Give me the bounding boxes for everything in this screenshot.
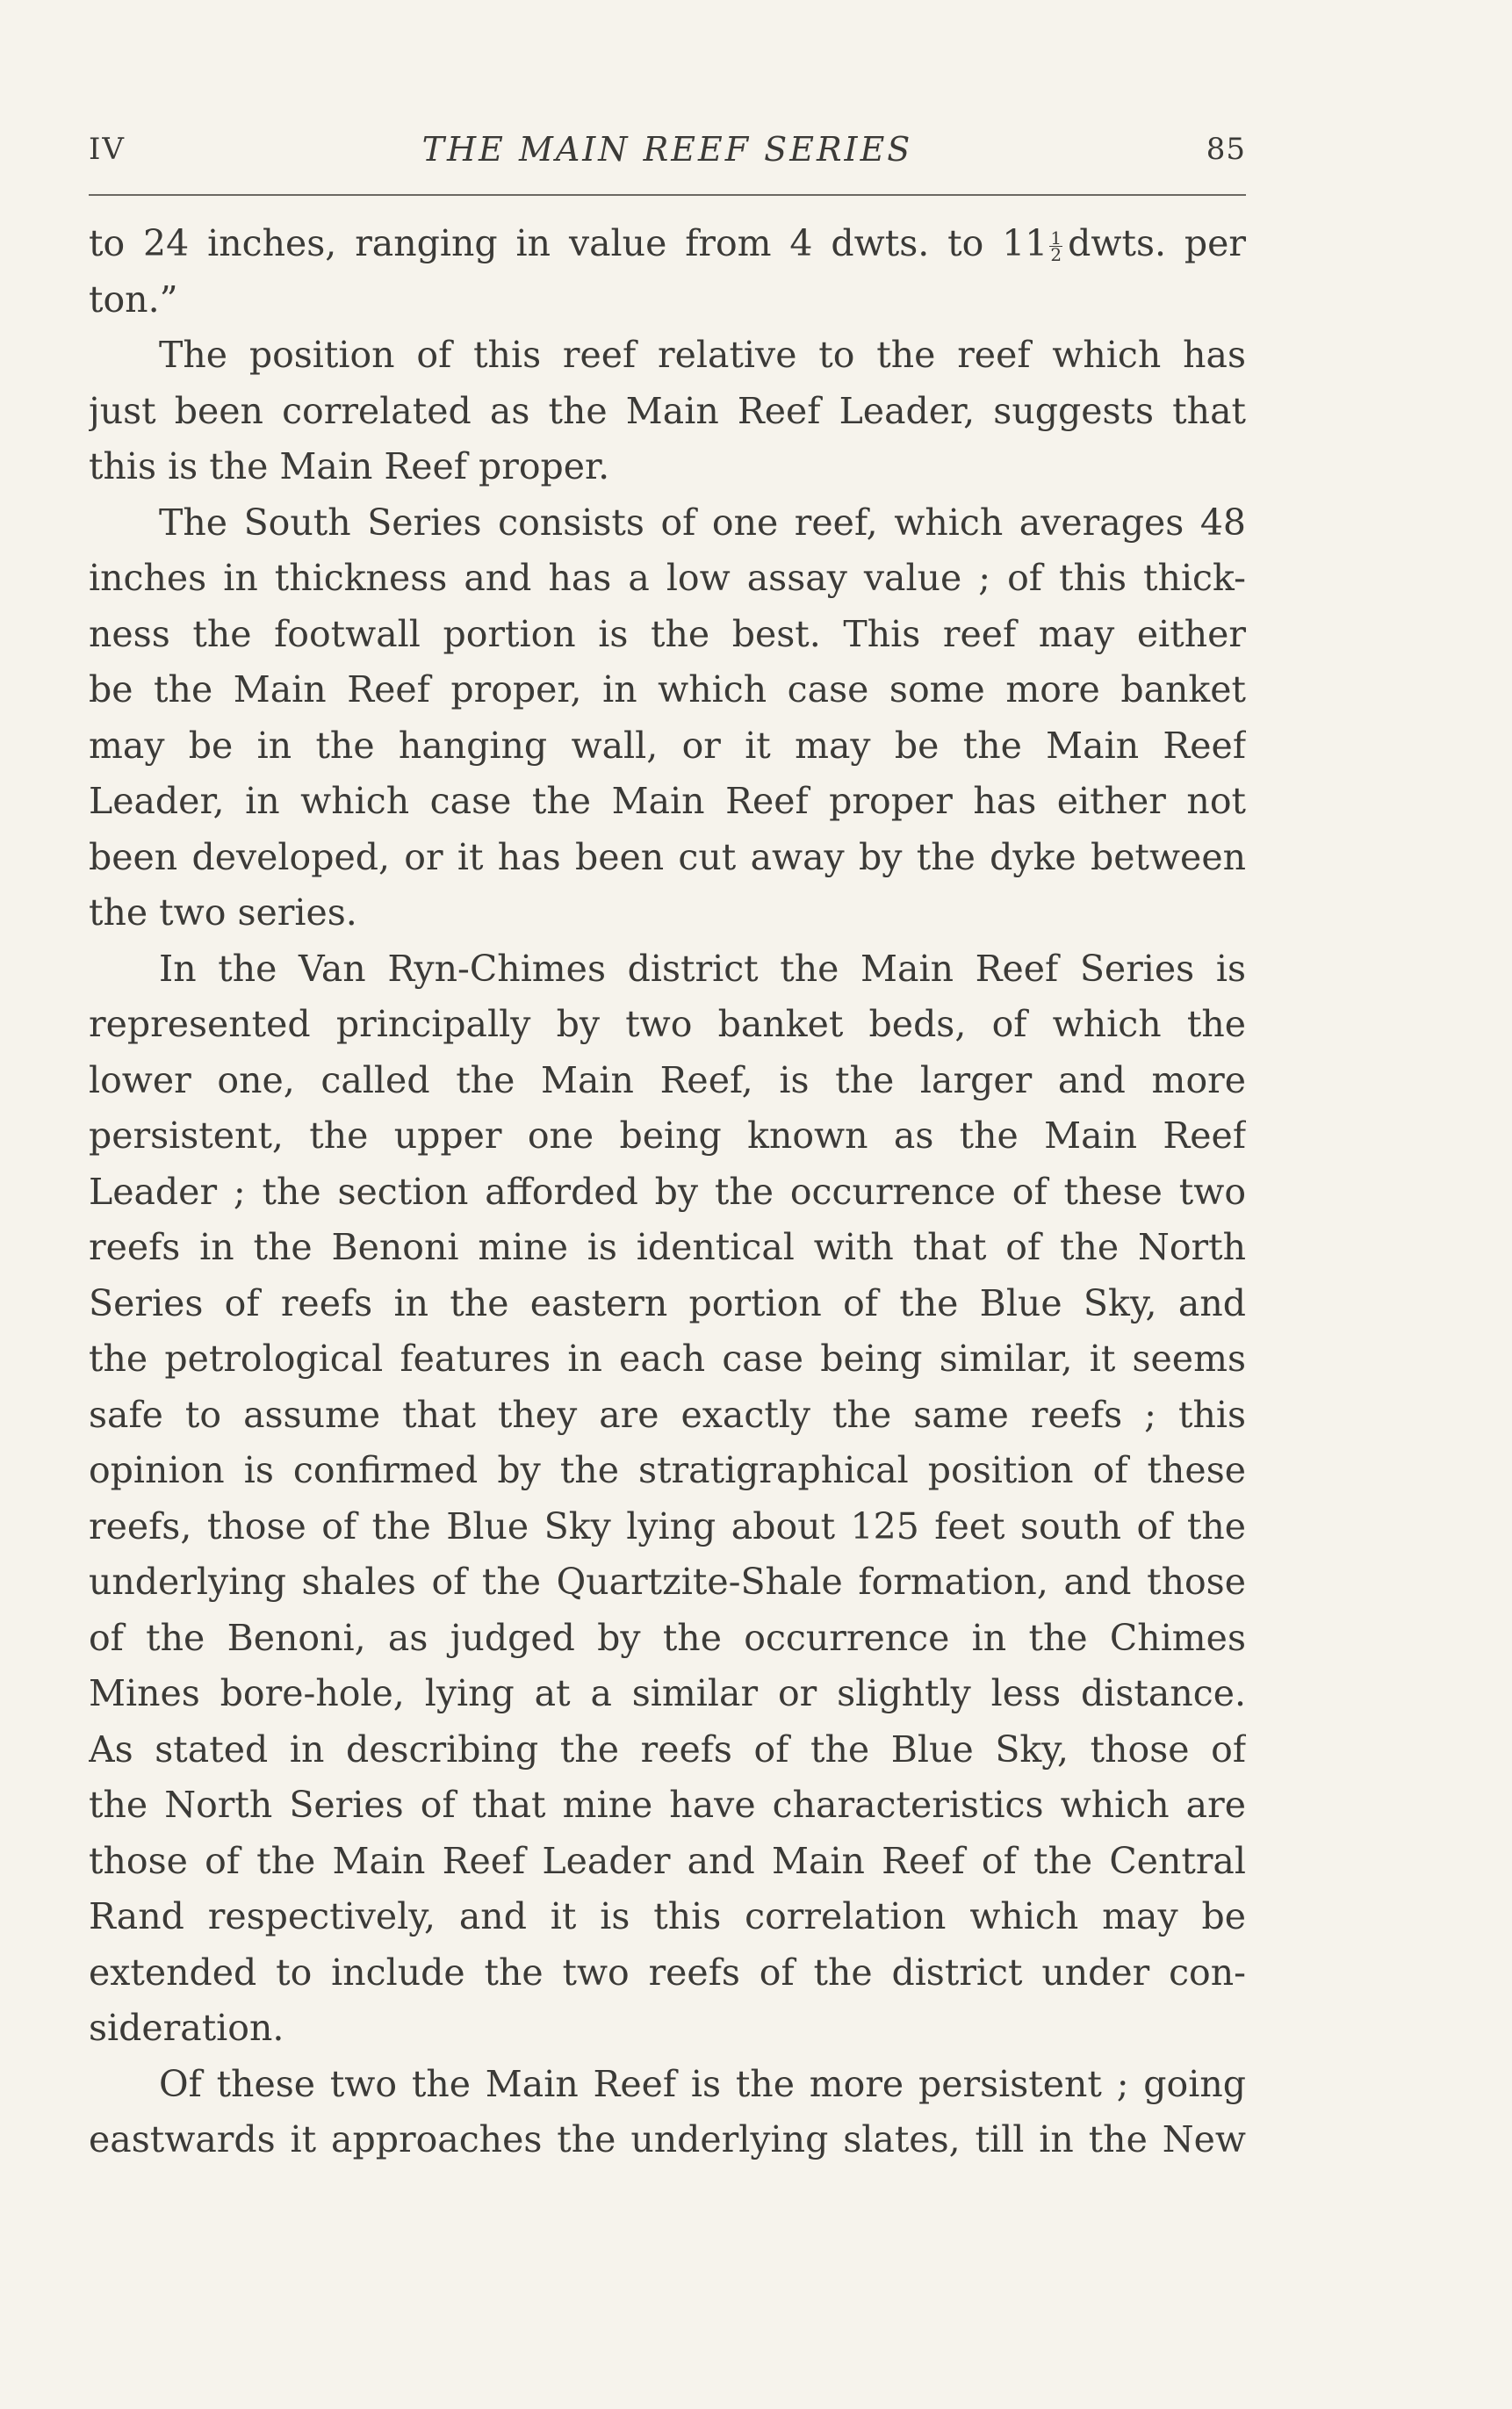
fraction-one-half xyxy=(1049,227,1062,265)
text-line: opinion is confirmed by the stratigraphical position of these xyxy=(89,1449,1246,1491)
text-line: ness the footwall portion is the best. This reef may either xyxy=(89,612,1246,655)
text-line: ton.” xyxy=(89,278,178,321)
text-line: just been correlated as the Main Reef Leader, suggests that xyxy=(89,389,1246,432)
text-line: underlying shales of the Quartzite-Shale formation, and those xyxy=(89,1561,1246,1603)
text-segment: to 24 inches, ranging in value from 4 dwts. to 11 xyxy=(89,222,1048,264)
chapter-number: IV xyxy=(89,132,126,167)
text-line: reefs in the Benoni mine is identical with that of the North xyxy=(89,1226,1246,1268)
text-line: Series of reefs in the eastern portion of the Blue Sky, and xyxy=(89,1281,1246,1324)
text-line: be the Main Reef proper, in which case some more banket xyxy=(89,668,1246,710)
text-line: may be in the hanging wall, or it may be the Main Reef xyxy=(89,724,1246,767)
text-line: persistent, the upper one being known as the Main Reef xyxy=(89,1114,1246,1157)
text-line: represented principally by two banket beds, of which the xyxy=(89,1003,1246,1045)
text-line: Rand respectively, and it is this correlation which may be xyxy=(89,1895,1246,1937)
text-line: lower one, called the Main Reef, is the larger and more xyxy=(89,1058,1246,1101)
page-number: 85 xyxy=(1206,132,1246,167)
body-text xyxy=(89,216,1246,2168)
text-line: sideration. xyxy=(89,2007,284,2049)
running-head xyxy=(89,123,1246,176)
text-line: Leader, in which case the Main Reef proper has either not xyxy=(89,780,1246,822)
text-line: the two series. xyxy=(89,891,357,934)
text-line: those of the Main Reef Leader and Main Reef of the Central xyxy=(89,1839,1246,1882)
paragraph-start-line: Of these two the Main Reef is the more persistent ; going xyxy=(159,2062,1246,2105)
text-line: the petrological features in each case being similar, it seems xyxy=(89,1338,1246,1380)
text-line: safe to assume that they are exactly the same reefs ; this xyxy=(89,1393,1246,1436)
text-line: of the Benoni, as judged by the occurrence in the Chimes xyxy=(89,1616,1246,1659)
text-segment: dwts. per xyxy=(1068,222,1246,264)
text-line: this is the Main Reef proper. xyxy=(89,445,610,487)
running-title: THE MAIN REEF SERIES xyxy=(421,130,913,169)
text-line: reefs, those of the Blue Sky lying about 125 feet south of the xyxy=(89,1504,1246,1547)
text-line: inches in thickness and has a low assay value ; of this thick- xyxy=(89,557,1246,599)
fraction-denominator: 2 xyxy=(1050,244,1062,265)
text-line: extended to include the two reefs of the district under con- xyxy=(89,1951,1246,1994)
text-line: the North Series of that mine have characteristics which are xyxy=(89,1784,1246,1826)
text-line: been developed, or it has been cut away by the dyke between xyxy=(89,835,1246,878)
fraction-numerator: 1 xyxy=(1050,227,1062,249)
paragraph-start-line: The position of this reef relative to the reef which has xyxy=(159,334,1246,376)
text-line: Leader ; the section afforded by the occurrence of these two xyxy=(89,1170,1246,1213)
text-line xyxy=(89,216,1246,272)
paragraph-start-line: In the Van Ryn-Chimes district the Main Reef Series is xyxy=(159,947,1246,990)
paragraph-start-line: The South Series consists of one reef, which averages 48 xyxy=(159,501,1246,544)
text-line: As stated in describing the reefs of the Blue Sky, those of xyxy=(89,1727,1246,1771)
header-rule xyxy=(89,194,1246,196)
text-line: eastwards it approaches the underlying slates, till in the New xyxy=(89,2118,1246,2160)
text-line: Mines bore-hole, lying at a similar or slightly less distance. xyxy=(89,1672,1246,1714)
